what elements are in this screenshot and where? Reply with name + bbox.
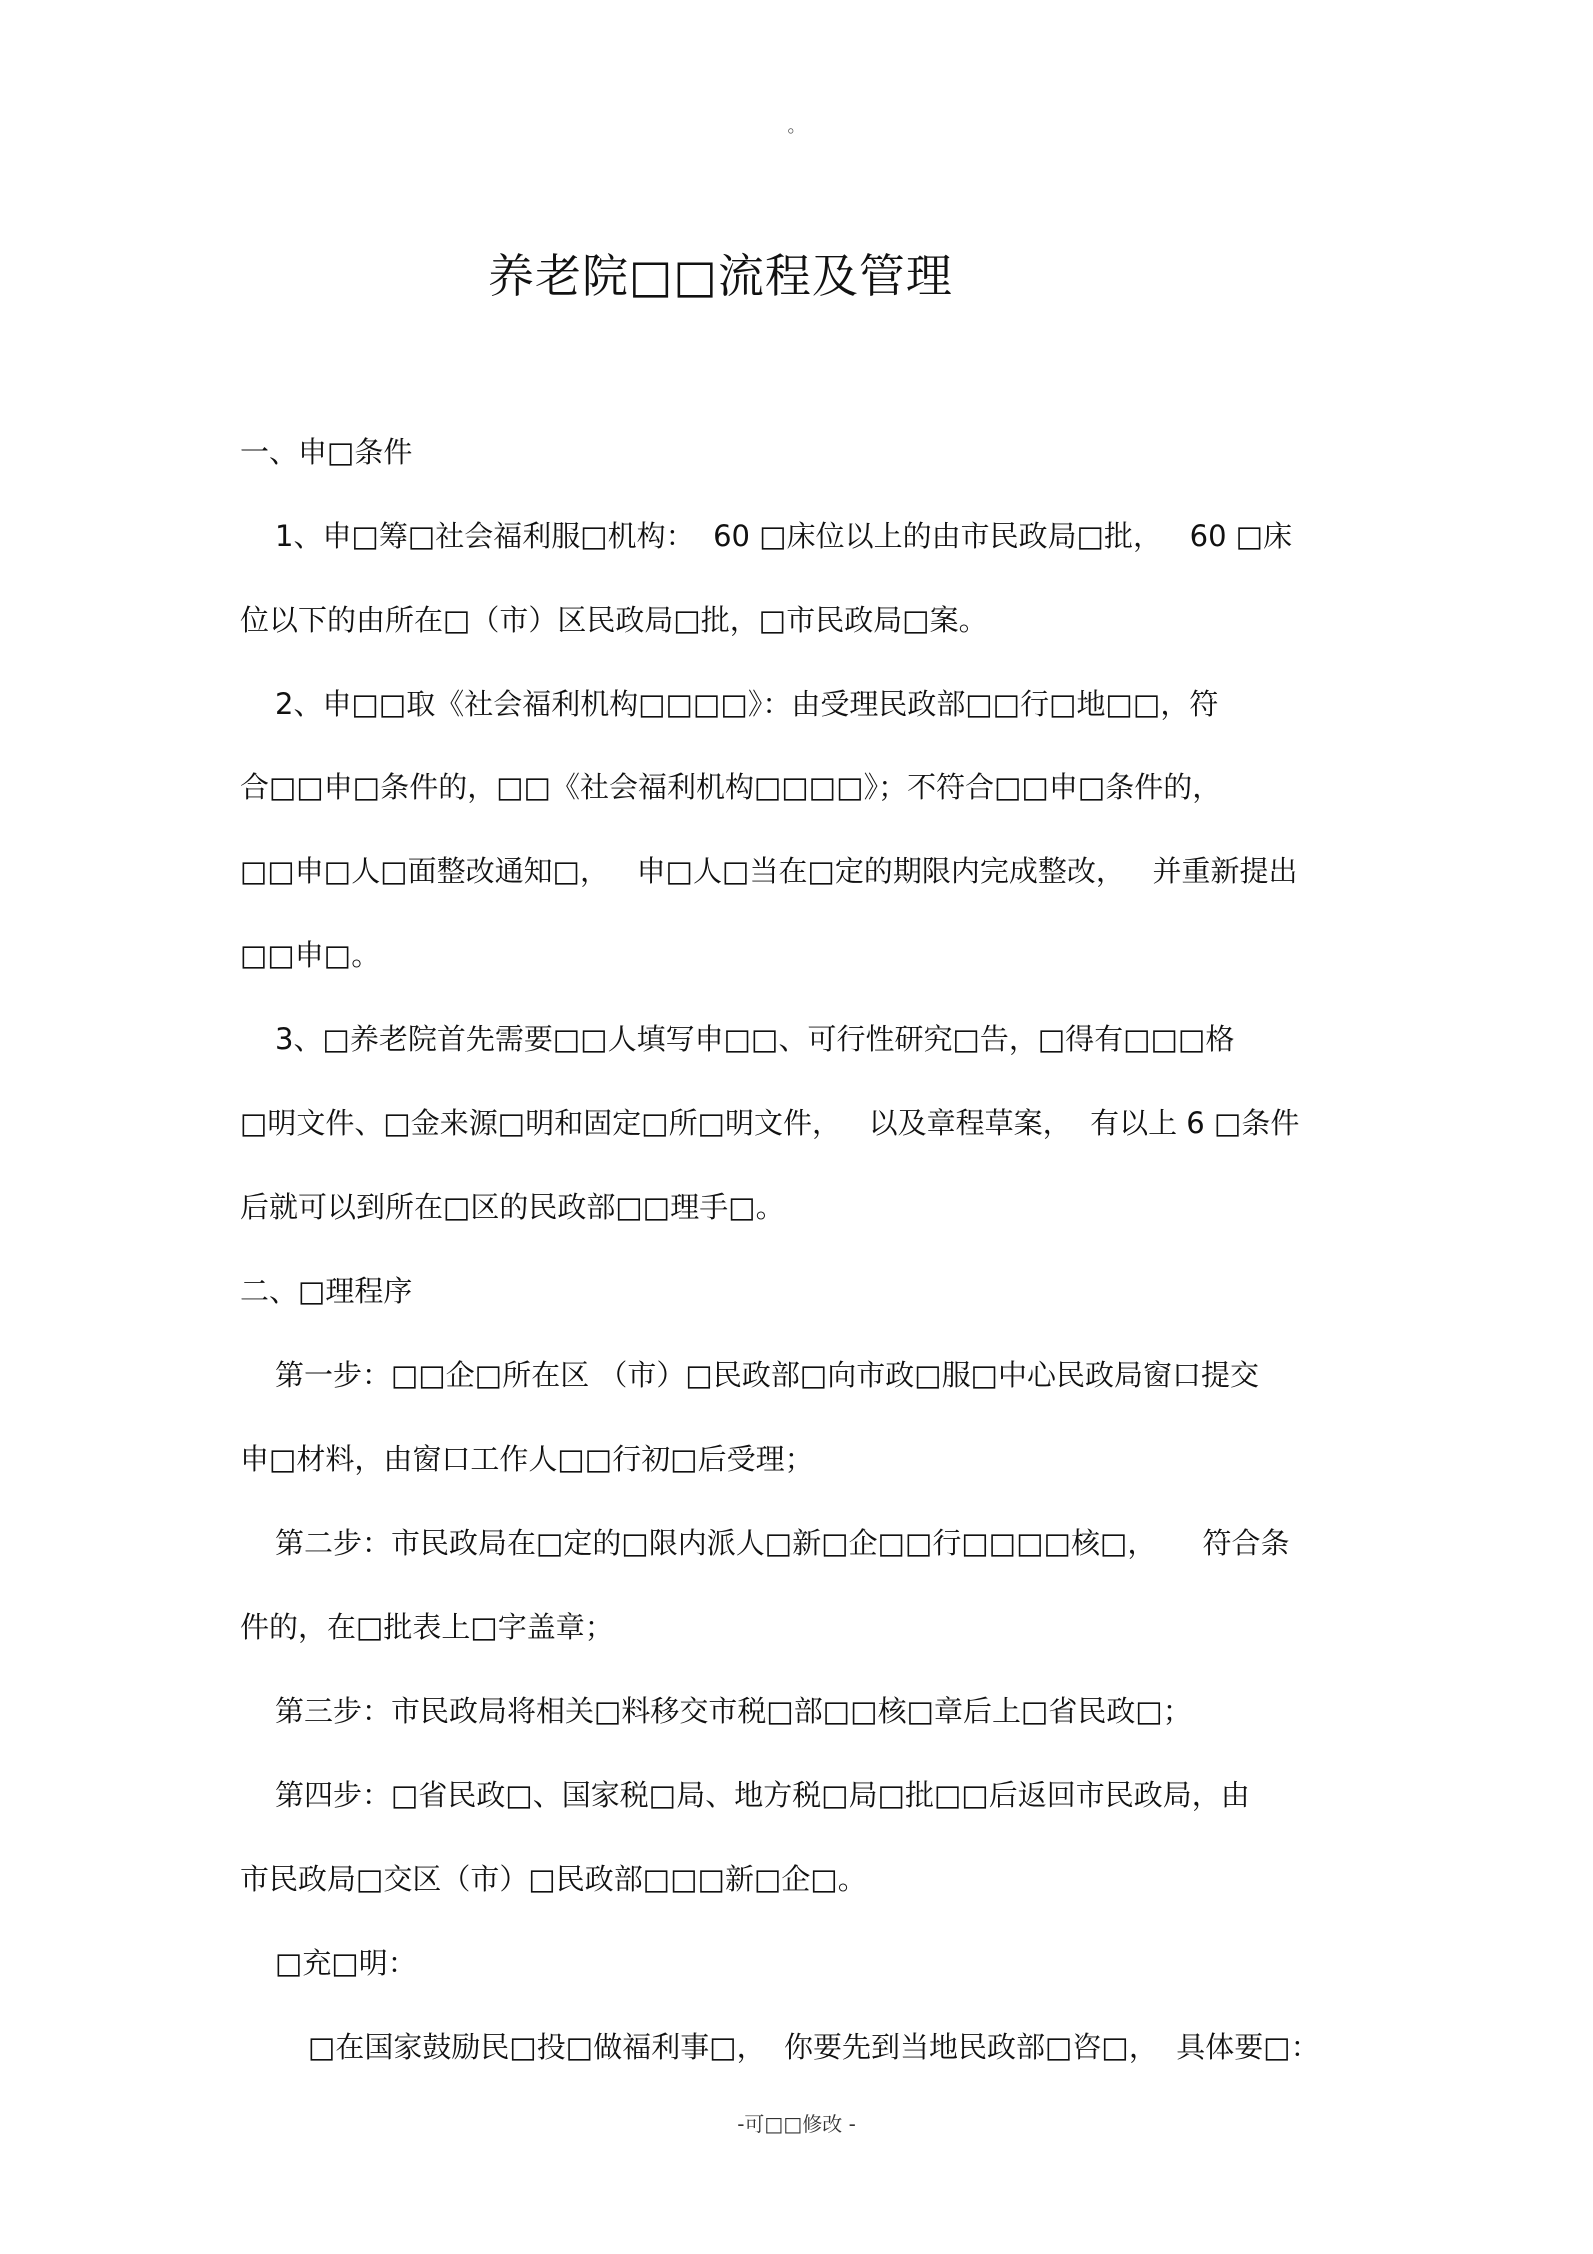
paragraph-line: 申□材料，由窗口工作人□□行初□后受理； — [240, 1442, 814, 1476]
paragraph-line: 市民政局□交区（市）□民政部□□□新□企□。 — [240, 1862, 867, 1896]
section-heading-1: 一、申□条件 — [240, 435, 413, 469]
paragraph-line: 1、申□筹□社会福利服□机构： 60 □床位以上的由市民政局□批， 60 □床 — [275, 519, 1293, 553]
paragraph-line: 3、□养老院首先需要□□人填写申□□、可行性研究□告，□得有□□□格 — [275, 1022, 1235, 1056]
paragraph-line: 第三步：市民政局将相关□料移交市税□部□□核□章后上□省民政□； — [275, 1694, 1192, 1728]
page-footer: -可□□修改 - — [737, 2112, 856, 2136]
paragraph-line: □充□明： — [275, 1946, 417, 1980]
paragraph-line: 后就可以到所在□区的民政部□□理手□。 — [240, 1190, 785, 1224]
paragraph-line: 合□□申□条件的，□□《社会福利机构□□□□》；不符合□□申□条件的， — [240, 770, 1222, 804]
section-heading-2: 二、□理程序 — [240, 1274, 413, 1308]
paragraph-line: 第四步：□省民政□、国家税□局、地方税□局□批□□后返回市民政局，由 — [275, 1778, 1250, 1812]
paragraph-line: 2、申□□取《社会福利机构□□□□》：由受理民政部□□行□地□□，符 — [275, 687, 1219, 721]
paragraph-line: □在国家鼓励民□投□做福利事□， 你要先到当地民政部□咨□， 具体要□： — [308, 2030, 1320, 2064]
paragraph-line: 第二步：市民政局在□定的□限内派人□新□企□□行□□□□核□， 符合条 — [275, 1526, 1290, 1560]
paragraph-line: □明文件、□金来源□明和固定□所□明文件， 以及章程草案， 有以上 6 □条件 — [240, 1106, 1300, 1140]
paragraph-line: □□申□。 — [240, 938, 381, 972]
header-mark: 。 — [787, 116, 806, 137]
paragraph-line: 位以下的由所在□（市）区民政局□批，□市民政局□案。 — [240, 603, 988, 637]
paragraph-line: 第一步：□□企□所在区 （市）□民政部□向市政□服□中心民政局窗口提交 — [275, 1358, 1260, 1392]
paragraph-line: 件的，在□批表上□字盖章； — [240, 1610, 614, 1644]
paragraph-line: □□申□人□面整改通知□， 申□人□当在□定的期限内完成整改， 并重新提出 — [240, 854, 1298, 888]
document-title: 养老院□□流程及管理 — [488, 249, 953, 303]
